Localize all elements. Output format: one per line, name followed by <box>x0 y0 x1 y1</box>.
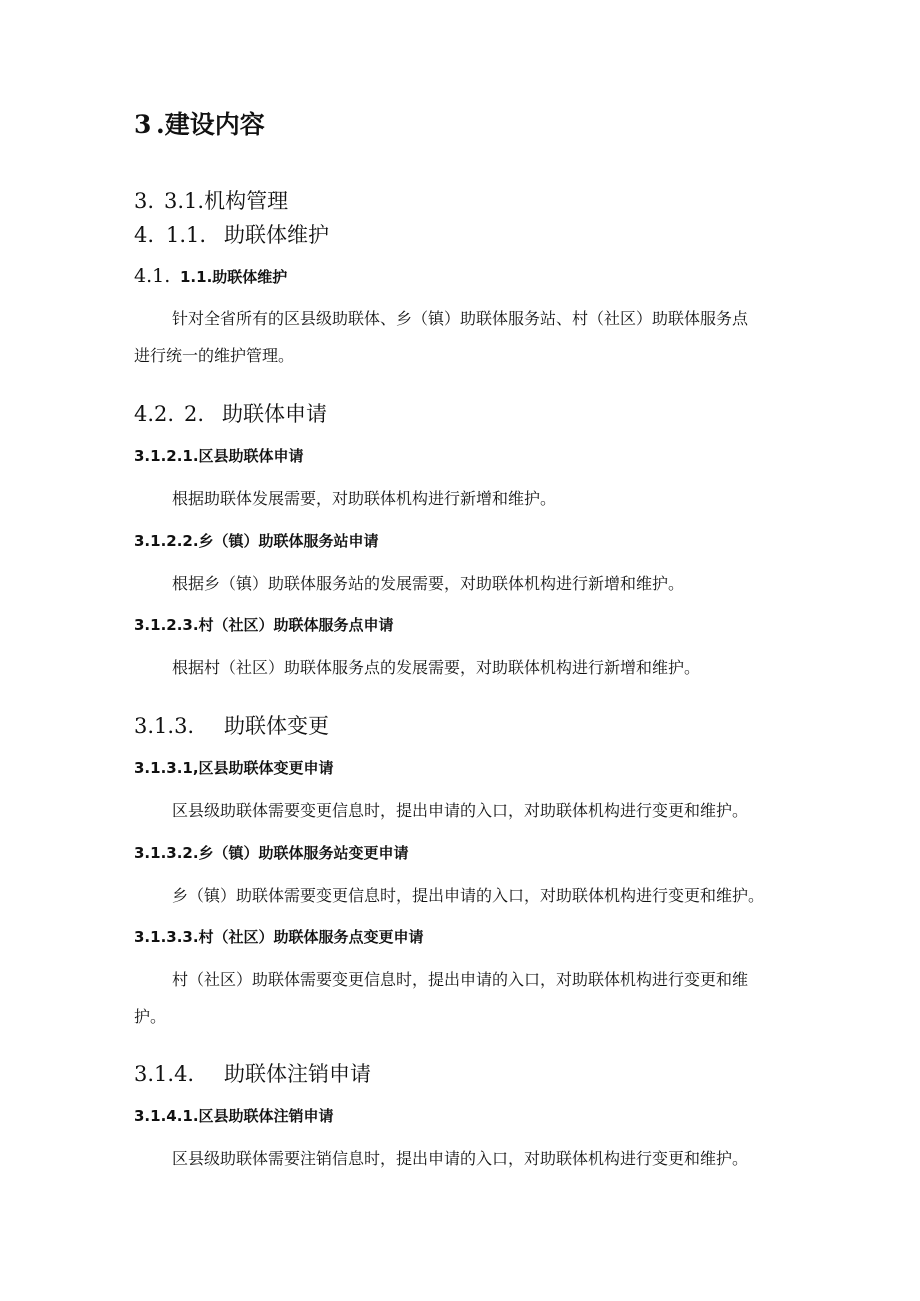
paragraph-line: 根据村（社区）助联体服务点的发展需要，对助联体机构进行新增和维护。 <box>172 658 701 677</box>
paragraph-line: 针对全省所有的区县级助联体、乡（镇）助联体服务站、村（社区）助联体服务点 <box>172 309 749 328</box>
heading-3-1-2-1: 3.1.2.1.区县助联体申请 <box>134 447 304 465</box>
heading-3-1-4 <box>134 1058 371 1088</box>
heading-3-1-2-2: 3.1.2.2.乡（镇）助联体服务站申请 <box>134 532 379 550</box>
heading-3-1-4-1: 3.1.4.1.区县助联体注销申请 <box>134 1107 334 1125</box>
heading-number: 3. <box>134 189 155 213</box>
section-title <box>134 105 265 141</box>
paragraph-line: 根据助联体发展需要，对助联体机构进行新增和维护。 <box>172 489 557 508</box>
heading-3-1-2-3: 3.1.2.3.村（社区）助联体服务点申请 <box>134 616 394 634</box>
heading-4-1-sub <box>134 265 287 287</box>
heading-subnumber: 2. <box>184 402 205 426</box>
paragraph-line: 进行统一的维护管理。 <box>134 346 295 365</box>
heading-text: 3.1.机构管理 <box>164 189 289 213</box>
paragraph-line: 区县级助联体需要变更信息时，提出申请的入口，对助联体机构进行变更和维护。 <box>172 801 749 820</box>
heading-text: 1.1.助联体维护 <box>180 268 288 286</box>
heading-text: 助联体变更 <box>224 714 329 738</box>
heading-text: 助联体注销申请 <box>224 1062 371 1086</box>
section-title-text: .建设内容 <box>156 110 265 139</box>
paragraph-line: 村（社区）助联体需要变更信息时，提出申请的入口，对助联体机构进行变更和维 <box>172 970 749 989</box>
heading-text: 助联体维护 <box>224 223 329 247</box>
heading-number: 4.2. <box>134 402 175 426</box>
heading-number: 4.1. <box>134 265 171 287</box>
heading-number: 3.1.4. <box>134 1062 195 1086</box>
paragraph-line: 根据乡（镇）助联体服务站的发展需要，对助联体机构进行新增和维护。 <box>172 574 685 593</box>
heading-text: 助联体申请 <box>222 402 327 426</box>
paragraph-line: 乡（镇）助联体需要变更信息时，提出申请的入口，对助联体机构进行变更和维护。 <box>172 886 765 905</box>
heading-4-1 <box>134 219 329 249</box>
heading-number: 4. <box>134 223 155 247</box>
heading-3-1-3-3: 3.1.3.3.村（社区）助联体服务点变更申请 <box>134 928 424 946</box>
heading-3-1-3-2: 3.1.3.2.乡（镇）助联体服务站变更申请 <box>134 844 409 862</box>
heading-3-1 <box>134 185 288 215</box>
paragraph-line: 区县级助联体需要注销信息时，提出申请的入口，对助联体机构进行变更和维护。 <box>172 1149 749 1168</box>
heading-3-1-3-1: 3.1.3.1,区县助联体变更申请 <box>134 759 334 777</box>
heading-number: 3.1.3. <box>134 714 195 738</box>
heading-4-2 <box>134 398 327 428</box>
heading-subnumber: 1.1. <box>166 223 207 247</box>
section-number: 3 <box>134 110 152 139</box>
heading-3-1-3 <box>134 710 329 740</box>
paragraph-line: 护。 <box>134 1007 167 1026</box>
